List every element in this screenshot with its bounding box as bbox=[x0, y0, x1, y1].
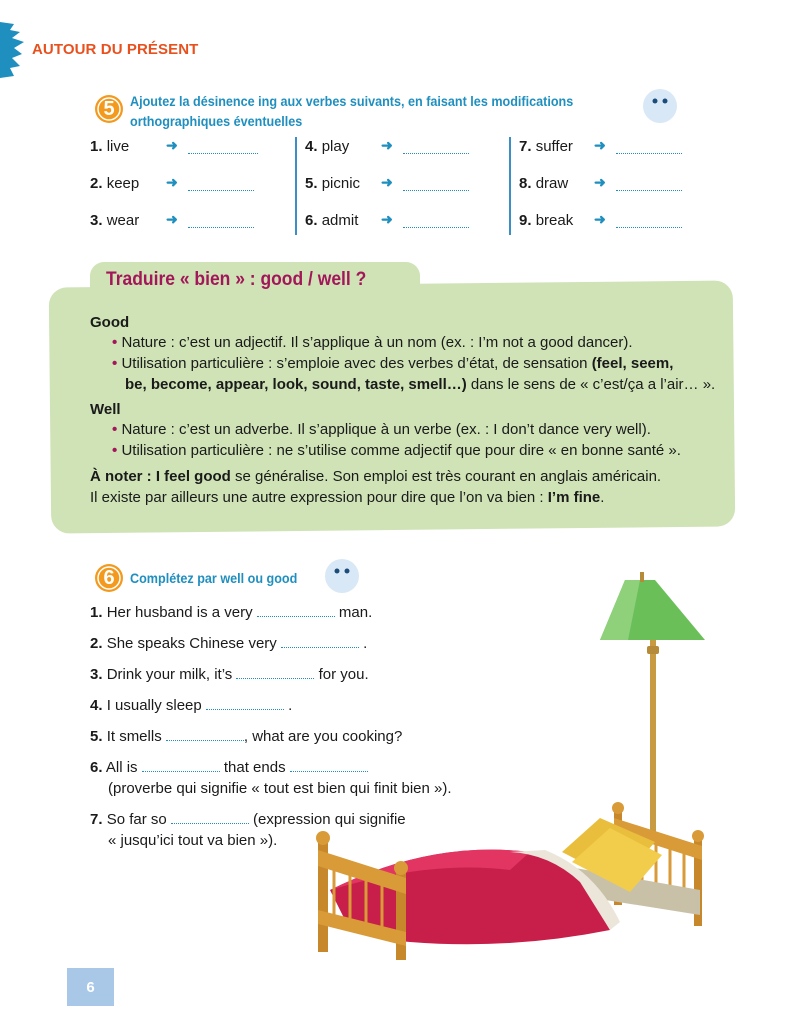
verb-item-1 bbox=[90, 137, 129, 157]
arrow-right-icon: ➜ bbox=[166, 174, 178, 190]
answer-blank-4[interactable] bbox=[403, 141, 469, 154]
bullet-icon: • bbox=[112, 442, 118, 459]
column-divider bbox=[509, 137, 511, 235]
note-line-1 bbox=[90, 466, 661, 487]
answer-blank[interactable] bbox=[166, 728, 244, 741]
sentence-text: for you. bbox=[314, 666, 369, 683]
sentence-text: . bbox=[283, 697, 293, 714]
good-bullet-1 bbox=[112, 332, 633, 353]
sentence-4 bbox=[90, 696, 292, 716]
answer-blank-7[interactable] bbox=[616, 141, 682, 154]
sentence-number: 5. bbox=[90, 728, 103, 745]
verb-text: suffer bbox=[535, 138, 573, 155]
good-heading: Good bbox=[90, 314, 130, 331]
sentence-number: 3. bbox=[90, 666, 103, 683]
item-number: 7. bbox=[519, 138, 532, 155]
arrow-right-icon: ➜ bbox=[166, 137, 178, 153]
verb-item-3 bbox=[90, 211, 139, 231]
sentence-number: 6. bbox=[90, 759, 103, 776]
verb-item-2 bbox=[90, 174, 139, 194]
section-title: AUTOUR DU PRÉSENT bbox=[32, 41, 199, 58]
sentence-number: 2. bbox=[90, 635, 103, 652]
sentence-text: It smells bbox=[106, 728, 166, 745]
verb-item-4 bbox=[305, 137, 349, 157]
item-number: 9. bbox=[519, 212, 532, 229]
item-number: 2. bbox=[90, 175, 103, 192]
good-bullet-1-text: Nature : c’est un adjectif. Il s’applique à un nom (ex. : I’m not a good dancer). bbox=[121, 334, 633, 351]
answer-blank-1[interactable] bbox=[188, 141, 258, 154]
verb-text: live bbox=[106, 138, 130, 155]
arrow-right-icon: ➜ bbox=[381, 174, 393, 190]
page-number: 6 bbox=[67, 968, 114, 1006]
answer-blank-8[interactable] bbox=[616, 178, 682, 191]
sentence-7-gloss: « jusqu’ici tout va bien »). bbox=[108, 832, 278, 849]
corner-badge-icon bbox=[0, 22, 24, 78]
sentence-text: So far so bbox=[106, 811, 171, 828]
sentence-6-gloss: (proverbe qui signifie « tout est bien qui finit bien »). bbox=[108, 780, 452, 797]
verb-text: wear bbox=[106, 212, 140, 229]
item-number: 8. bbox=[519, 175, 532, 192]
sentence-text: (expression qui signifie bbox=[248, 811, 406, 828]
verb-item-7 bbox=[519, 137, 573, 157]
arrow-right-icon: ➜ bbox=[381, 211, 393, 227]
verb-text: picnic bbox=[321, 175, 361, 192]
answer-blank-3[interactable] bbox=[188, 215, 254, 228]
sentence-number: 4. bbox=[90, 697, 103, 714]
well-bullet-2 bbox=[112, 440, 681, 461]
answer-blank-9[interactable] bbox=[616, 215, 682, 228]
arrow-right-icon: ➜ bbox=[166, 211, 178, 227]
bullet-icon: • bbox=[112, 334, 118, 351]
verb-text: keep bbox=[106, 175, 140, 192]
sentence-text: She speaks Chinese very bbox=[106, 635, 281, 652]
answer-blank-5[interactable] bbox=[403, 178, 469, 191]
sentence-text: . bbox=[358, 635, 368, 652]
verb-text: break bbox=[535, 212, 574, 229]
floor-lamp-icon bbox=[600, 572, 705, 835]
well-bullet-1 bbox=[112, 419, 651, 440]
note-end: . bbox=[600, 489, 605, 506]
column-divider bbox=[295, 137, 297, 235]
answer-blank-6[interactable] bbox=[403, 215, 469, 228]
good-bullet-2-text-a: Utilisation particulière : s’emploie avec des verbes d’état, de sensation bbox=[121, 355, 592, 372]
exercise-number: 6 bbox=[103, 566, 115, 589]
face-icon bbox=[642, 88, 678, 124]
sentence-text: that ends bbox=[219, 759, 290, 776]
note-text-1: se généralise. Son emploi est très courant en anglais américain. bbox=[230, 468, 662, 485]
good-bullet-2 bbox=[112, 353, 722, 374]
exercise-instruction-line1: Ajoutez la désinence ing aux verbes suivants, en faisant les modifications bbox=[130, 93, 574, 109]
item-number: 5. bbox=[305, 175, 318, 192]
arrow-right-icon: ➜ bbox=[594, 211, 606, 227]
item-number: 1. bbox=[90, 138, 103, 155]
well-bullet-2-text: Utilisation particulière : ne s’utilise comme adjectif que pour dire « en bonne santé ». bbox=[121, 442, 681, 459]
answer-blank[interactable] bbox=[236, 666, 314, 679]
good-bullet-2-bold2: be, become, appear, look, sound, taste, smell…) bbox=[125, 376, 467, 393]
item-number: 6. bbox=[305, 212, 318, 229]
arrow-right-icon: ➜ bbox=[594, 174, 606, 190]
note-text-2: Il existe par ailleurs une autre expression pour dire que l’on va bien : bbox=[90, 489, 548, 506]
sentence-number: 7. bbox=[90, 811, 103, 828]
note-line-2 bbox=[90, 487, 604, 508]
verb-item-9 bbox=[519, 211, 573, 231]
sentence-text: I usually sleep bbox=[106, 697, 206, 714]
exercise-instruction: Complétez par well ou good bbox=[130, 570, 298, 586]
sentence-text: man. bbox=[334, 604, 373, 621]
good-bullet-2-cont bbox=[125, 374, 715, 395]
item-number: 4. bbox=[305, 138, 318, 155]
answer-blank[interactable] bbox=[206, 697, 284, 710]
well-bullet-1-text: Nature : c’est un adverbe. Il s’applique à un verbe (ex. : I don’t dance very well). bbox=[121, 421, 651, 438]
note-bold-1: À noter : I feel good bbox=[90, 468, 231, 485]
verb-text: admit bbox=[321, 212, 359, 229]
answer-blank[interactable] bbox=[171, 811, 249, 824]
verb-text: draw bbox=[535, 175, 569, 192]
arrow-right-icon: ➜ bbox=[594, 137, 606, 153]
verb-item-6 bbox=[305, 211, 358, 231]
well-heading: Well bbox=[90, 401, 121, 418]
answer-blank-2[interactable] bbox=[188, 178, 254, 191]
sentence-text: Her husband is a very bbox=[106, 604, 257, 621]
arrow-right-icon: ➜ bbox=[381, 137, 393, 153]
good-bullet-2-text-c: dans le sens de « c’est/ça a l’air… ». bbox=[466, 376, 716, 393]
verb-item-8 bbox=[519, 174, 568, 194]
sentence-text: , what are you cooking? bbox=[243, 728, 403, 745]
item-number: 3. bbox=[90, 212, 103, 229]
sentence-text: Drink your milk, it’s bbox=[106, 666, 237, 683]
sentence-number: 1. bbox=[90, 604, 103, 621]
good-bullet-2-bold1: (feel, seem, bbox=[591, 355, 674, 372]
grammar-box-title: Traduire « bien » : good / well ? bbox=[106, 269, 367, 290]
note-bold-2: I’m fine bbox=[547, 489, 601, 506]
bed-and-lamp-illustration bbox=[310, 570, 720, 960]
sentence-text: All is bbox=[105, 759, 142, 776]
bullet-icon: • bbox=[112, 355, 118, 372]
verb-item-5 bbox=[305, 174, 360, 194]
exercise-instruction-line2: orthographiques éventuelles bbox=[130, 113, 303, 129]
verb-text: play bbox=[321, 138, 350, 155]
exercise-number: 5 bbox=[103, 97, 115, 120]
bullet-icon: • bbox=[112, 421, 118, 438]
bed-icon bbox=[316, 802, 704, 960]
answer-blank[interactable] bbox=[142, 759, 220, 772]
